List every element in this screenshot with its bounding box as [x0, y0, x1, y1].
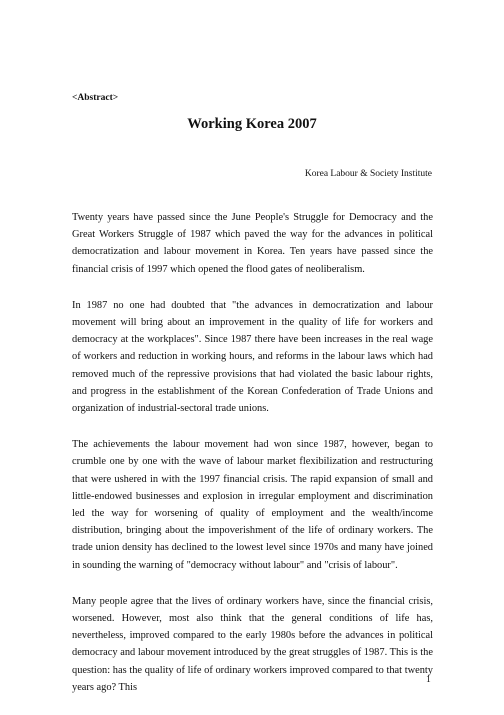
abstract-body: [72, 209, 433, 715]
page-number: 1: [426, 675, 431, 685]
paragraph-2: In 1987 no one had doubted that "the advances in democratization and labour movement will bring about an improvement in the quality of life for workers and democracy at the workplaces". Since 1987 there have been increases in the real wage of workers and reduction in working hours, and reforms in the labour laws which had removed much of the repressive provisions that had violated the basic labour rights, and progress in the establishment of the Korean Confederation of Trade Unions and organization of industrial-sectoral trade unions.: [72, 299, 433, 415]
paragraph-4: Many people agree that the lives of ordinary workers have, since the financial crisis, worsened. However, most also think that the general conditions of life has, nevertheless, improved compared to the early 1980s before the advances in political democracy and labour movement introduced by the great struggles of 1987. This is the question: has the quality of life of ordinary workers improved compared to that twenty years ago? This: [72, 595, 433, 693]
section-tag: <Abstract>: [72, 93, 119, 103]
paragraph-3: The achievements the labour movement had won since 1987, however, began to crumble one by one with the wave of labour market flexibilization and restructuring that were ushered in with the 1997 financial crisis. The rapid expansion of small and little-endowed businesses and explosion in irregular employment and discrimination led the way for worsening of quality of employment and the wealth/income distribution, bringing about the impoverishment of the life of ordinary workers. The trade union density has declined to the lowest level since 1970s and many have joined in sounding the warning of "democracy without labour" and "crisis of labour".: [72, 439, 433, 571]
author-line: Korea Labour & Society Institute: [304, 169, 432, 179]
document-title: Working Korea 2007: [187, 116, 317, 132]
paragraph-1: Twenty years have passed since the June People's Struggle for Democracy and the Great Workers Struggle of 1987 which paved the way for the advances in political democratization and labour movement in Korea. Ten years have passed since the financial crisis of 1997 which opened the flood gates of neoliberalism.: [72, 212, 433, 275]
